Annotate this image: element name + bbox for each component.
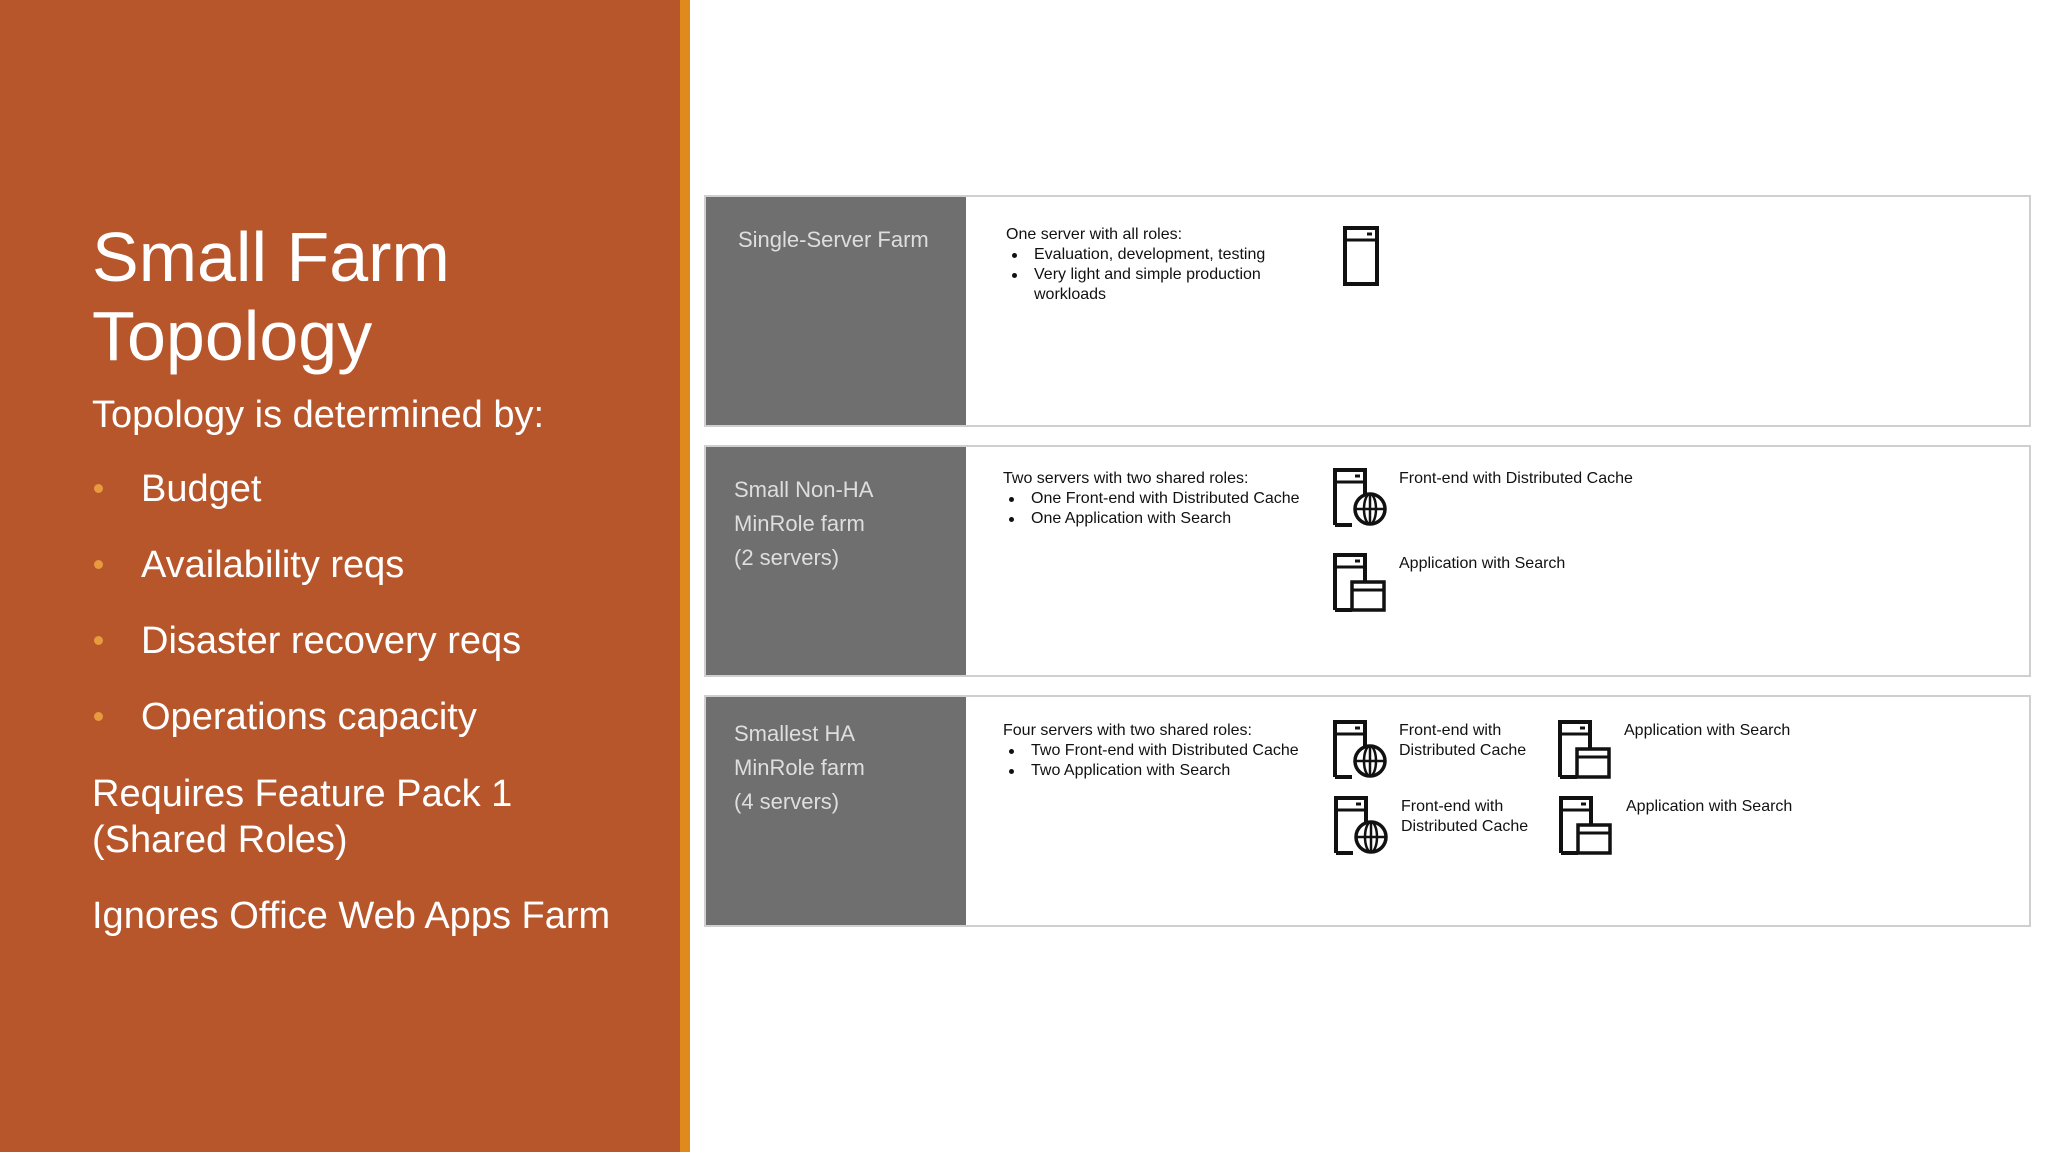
server-label: Application with Search: [1399, 555, 1566, 572]
row-label-line: (2 servers): [734, 545, 840, 570]
server-label: Application with Search: [1626, 798, 1793, 815]
row-item-list: [1003, 741, 1333, 781]
row-item-list: [1006, 245, 1306, 305]
row-item: One Front-end with Distributed Cache: [1031, 489, 1333, 509]
server-icon: [1342, 225, 1382, 287]
row-item: One Application with Search: [1031, 509, 1333, 529]
web-server-icon: [1332, 467, 1388, 529]
row-label-line: Small Non-HA: [734, 477, 874, 502]
bullet-item: [92, 618, 521, 694]
bullet-dot-icon: [94, 636, 103, 645]
row-item: Two Front-end with Distributed Cache: [1031, 741, 1333, 761]
server-label: Front-end with Distributed Cache: [1399, 470, 1633, 487]
row-label-line: Smallest HA: [734, 721, 856, 746]
slide-title: Small Farm Topology: [92, 218, 450, 375]
bullet-text: Budget: [141, 468, 262, 510]
topology-row-smallest-ha: [704, 695, 2031, 927]
bullet-list: [92, 466, 521, 770]
web-server-icon: [1332, 719, 1388, 781]
topology-row-small-non-ha: [704, 445, 2031, 677]
row-intro: Four servers with two shared roles:: [1003, 722, 1252, 739]
app-server-icon: [1558, 795, 1614, 857]
row-intro: Two servers with two shared roles:: [1003, 470, 1249, 487]
row-label-line: Single-Server Farm: [738, 227, 929, 252]
row-intro: One server with all roles:: [1006, 226, 1183, 243]
app-server-icon: [1332, 552, 1388, 614]
bullet-item: [92, 466, 521, 542]
note-office-web-apps: Ignores Office Web Apps Farm: [92, 895, 611, 937]
note-feature-pack: Requires Feature Pack 1 (Shared Roles): [92, 773, 513, 861]
row-item: Very light and simple production workloads: [1034, 265, 1306, 305]
bullet-dot-icon: [94, 712, 103, 721]
app-server-icon: [1557, 719, 1613, 781]
row-description: [1006, 225, 1306, 305]
row-item: Two Application with Search: [1031, 761, 1333, 781]
row-item-list: [1003, 489, 1333, 529]
accent-strip: [680, 0, 690, 1152]
bullet-text: Disaster recovery reqs: [141, 620, 522, 662]
row-label-cell: [706, 197, 966, 425]
row-description: [1003, 721, 1333, 781]
bullet-item: [92, 694, 521, 770]
topology-row-single-server: [704, 195, 2031, 427]
bullet-text: Operations capacity: [141, 696, 477, 738]
web-server-icon: [1333, 795, 1389, 857]
server-label: Front-end with Distributed Cache: [1399, 722, 1527, 759]
bullet-dot-icon: [94, 484, 103, 493]
bullet-dot-icon: [94, 560, 103, 569]
row-item: Evaluation, development, testing: [1034, 245, 1306, 265]
row-label-line: MinRole farm: [734, 755, 865, 780]
row-label-line: MinRole farm: [734, 511, 865, 536]
row-description: [1003, 469, 1333, 529]
bullet-item: [92, 542, 521, 618]
row-label-line: (4 servers): [734, 789, 840, 814]
server-label: Front-end with Distributed Cache: [1401, 798, 1529, 835]
slide-subtitle: Topology is determined by:: [92, 394, 545, 436]
row-label-cell: [706, 447, 966, 675]
server-label: Application with Search: [1624, 722, 1791, 739]
row-label-cell: [706, 697, 966, 925]
bullet-text: Availability reqs: [141, 544, 405, 586]
